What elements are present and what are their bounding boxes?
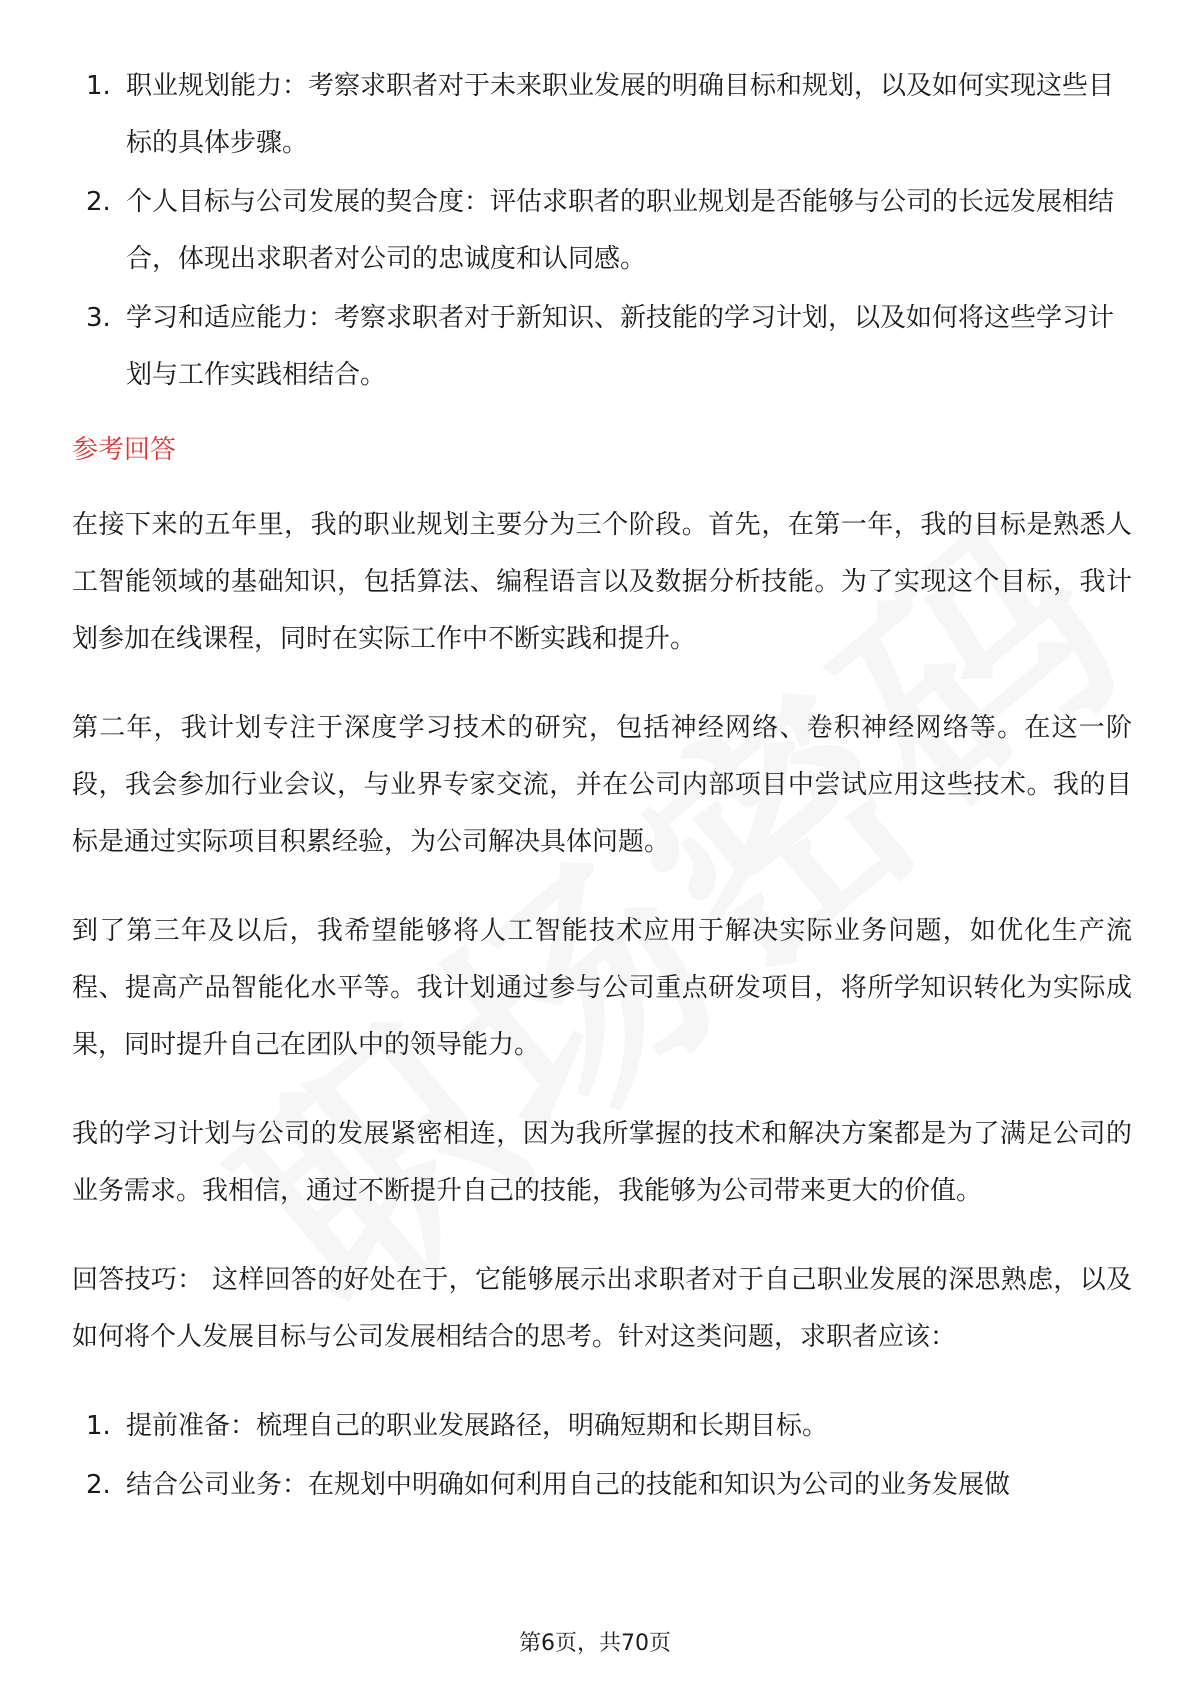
list-item-text: 提前准备：梳理自己的职业发展路径，明确短期和长期目标。 [126,1411,829,1441]
list-item-text: 职业规划能力：考察求职者对于未来职业发展的明确目标和规划，以及如何实现这些目标的具体步骤。 [126,71,1115,158]
criteria-list [72,58,1132,404]
page-content [72,58,1132,1516]
list-item-number: 3. [86,303,111,333]
list-item [72,290,1132,404]
list-item-number: 2. [86,1470,111,1500]
list-item [72,174,1132,288]
answer-paragraph: 我的学习计划与公司的发展紧密相连，因为我所掌握的技术和解决方案都是为了满足公司的业务需求。我相信，通过不断提升自己的技能，我能够为公司带来更大的价值。 [72,1119,1132,1206]
answer-paragraph: 第二年，我计划专注于深度学习技术的研究，包括神经网络、卷积神经网络等。在这一阶段，我会参加行业会议，与业界专家交流，并在公司内部项目中尝试应用这些技术。我的目标是通过实际项目积累经验，为公司解决具体问题。 [72,713,1132,857]
list-item [72,58,1132,172]
list-item [72,1398,1132,1455]
list-item-text: 结合公司业务：在规划中明确如何利用自己的技能和知识为公司的业务发展做 [126,1470,1011,1500]
list-item-number: 1. [86,1411,111,1441]
tips-list [72,1398,1132,1514]
list-item-number: 2. [86,187,111,217]
section-title: 参考回答 [72,435,177,465]
list-item-number: 1. [86,71,111,101]
list-item-text: 学习和适应能力：考察求职者对于新知识、新技能的学习计划，以及如何将这些学习计划与工作实践相结合。 [126,303,1115,390]
list-item-text: 个人目标与公司发展的契合度：评估求职者的职业规划是否能够与公司的长远发展相结合，体现出求职者对公司的忠诚度和认同感。 [126,187,1115,274]
answer-paragraph: 在接下来的五年里，我的职业规划主要分为三个阶段。首先，在第一年，我的目标是熟悉人工智能领域的基础知识，包括算法、编程语言以及数据分析技能。为了实现这个目标，我计划参加在线课程，同时在实际工作中不断实践和提升。 [72,510,1132,654]
list-item [72,1457,1132,1514]
tips-paragraph: 回答技巧： 这样回答的好处在于，它能够展示出求职者对于自己职业发展的深思熟虑，以及如何将个人发展目标与公司发展相结合的思考。针对这类问题，求职者应该： [72,1265,1132,1352]
answer-paragraph: 到了第三年及以后，我希望能够将人工智能技术应用于解决实际业务问题，如优化生产流程、提高产品智能化水平等。我计划通过参与公司重点研发项目，将所学知识转化为实际成果，同时提升自己在团队中的领导能力。 [72,916,1132,1060]
page-number-footer: 第6页，共70页 [519,1631,671,1656]
